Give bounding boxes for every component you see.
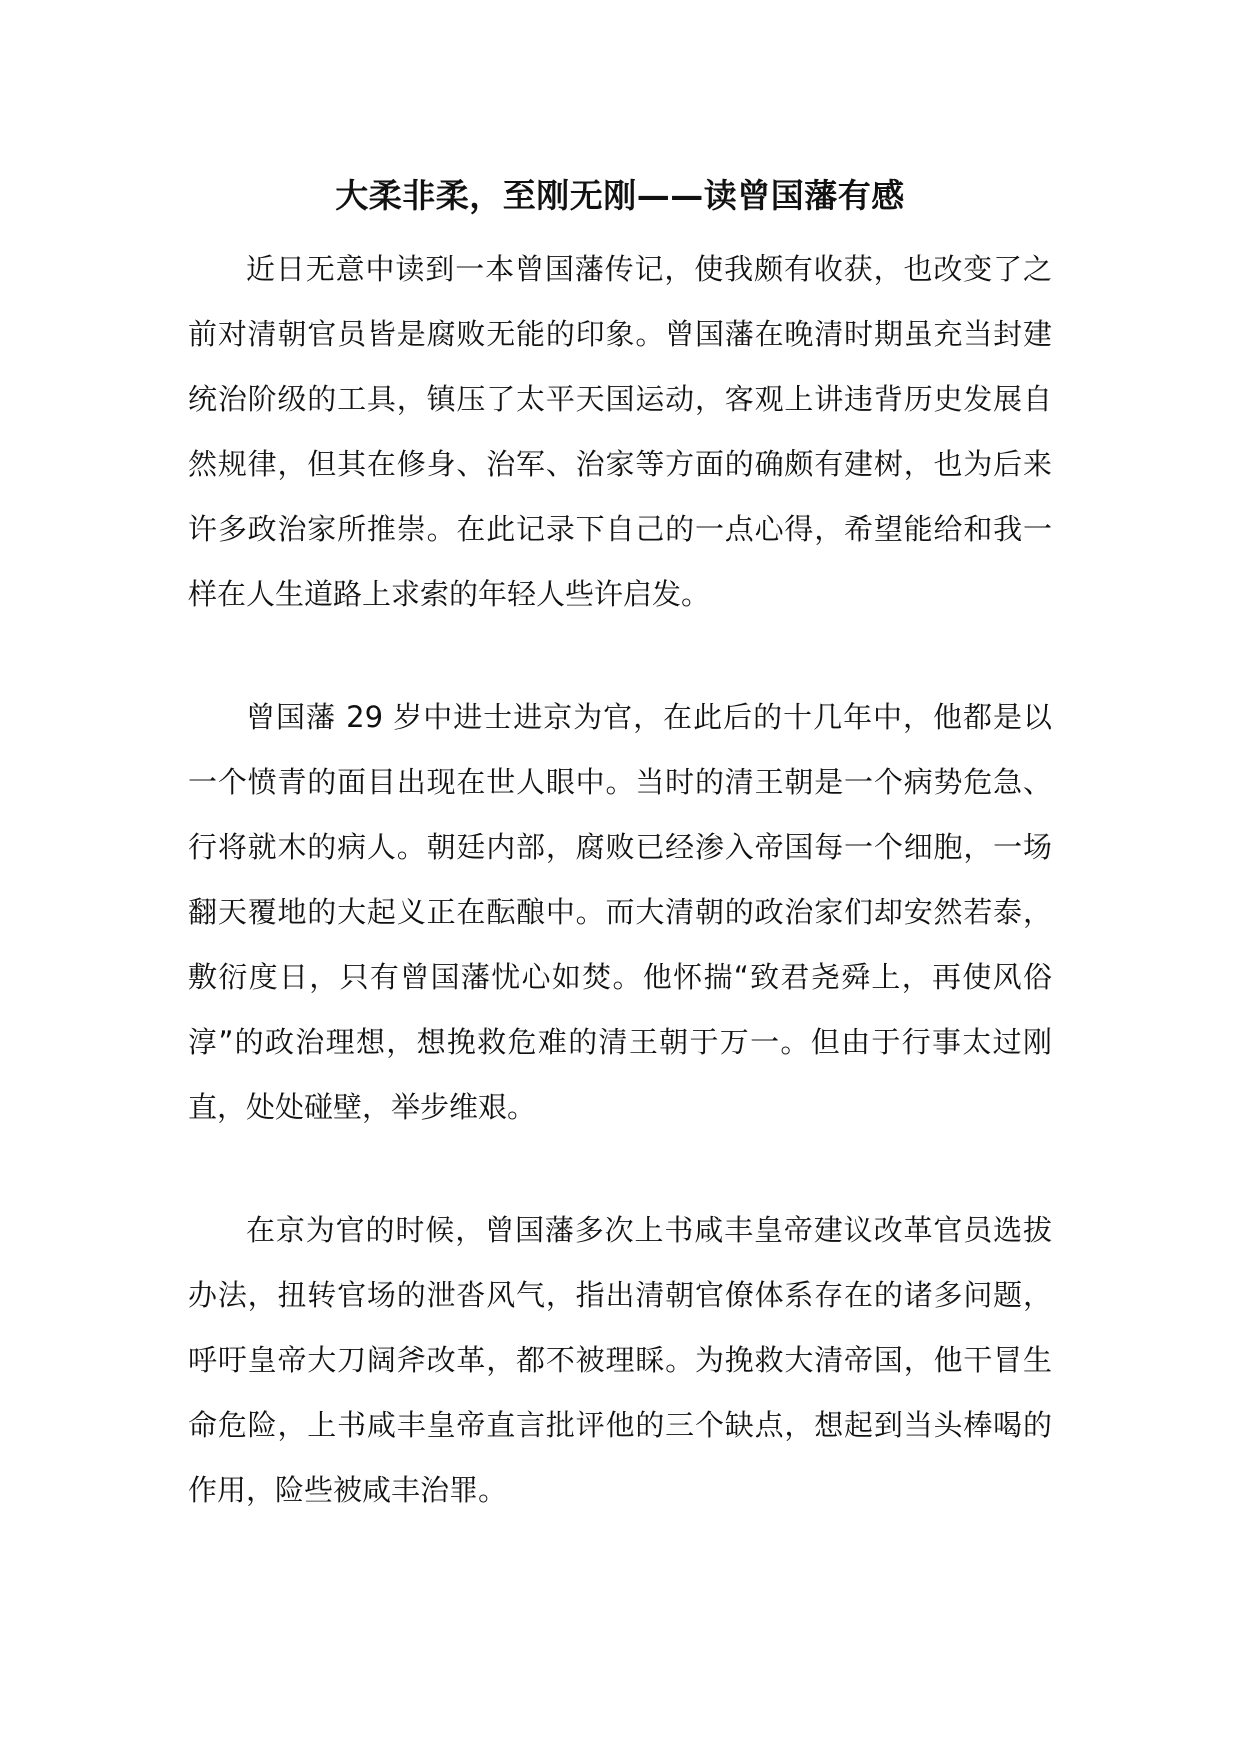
- document-title: 大柔非柔，至刚无刚——读曾国藩有感: [335, 176, 905, 215]
- paragraph-3: 在京为官的时候，曾国藩多次上书咸丰皇帝建议改革官员选拔办法，扭转官场的泄沓风气，指出清朝官僚体系存在的诸多问题，呼吁皇帝大刀阔斧改革，都不被理睬。为挽救大清帝国，他干冒生命危险，上书咸丰皇帝直言批评他的三个缺点，想起到当头棒喝的作用，险些被咸丰治罪。: [188, 1213, 1052, 1507]
- paragraph-2: 曾国藩 29 岁中进士进京为官，在此后的十几年中，他都是以一个愤青的面目出现在世人眼中。当时的清王朝是一个病势危急、行将就木的病人。朝廷内部，腐败已经渗入帝国每一个细胞，一场翻天覆地的大起义正在酝酿中。而大清朝的政治家们却安然若泰，敷衍度日，只有曾国藩忧心如焚。他怀揣“致君尧舜上，再使风俗淳”的政治理想，想挽救危难的清王朝于万一。但由于行事太过刚直，处处碰壁，举步维艰。: [188, 700, 1052, 1124]
- document-body: [188, 237, 1052, 1581]
- paragraph-1: 近日无意中读到一本曾国藩传记，使我颇有收获，也改变了之前对清朝官员皆是腐败无能的印象。曾国藩在晚清时期虽充当封建统治阶级的工具，镇压了太平天国运动，客观上讲违背历史发展自然规律，但其在修身、治军、治家等方面的确颇有建树，也为后来许多政治家所推崇。在此记录下自己的一点心得，希望能给和我一样在人生道路上求索的年轻人些许启发。: [188, 252, 1052, 611]
